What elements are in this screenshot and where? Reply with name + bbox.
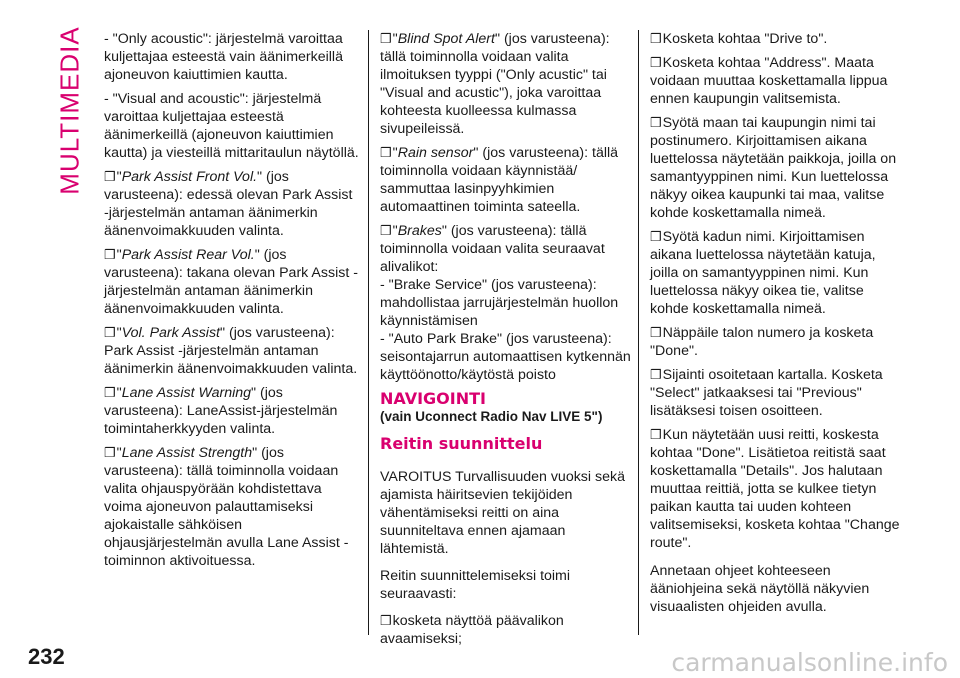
paragraph-auto-park-brake: - "Auto Park Brake" (jos varusteena): seisontajarrun automaattisen kytkennän käyttöönotto/käytöstä poisto	[380, 331, 631, 383]
checkbox-bullet-icon: ❒	[650, 325, 662, 340]
step-enter-street	[650, 228, 902, 318]
column-1	[104, 30, 360, 576]
step-text: Syötä maan tai kaupungin nimi tai postinumero. Kirjoittamisen aikana luettelossa näytetään paikkoja, joilla on samantyyppinen nimi. Kun luettelossa näkyy oikea kaupunki tai maa, valitse kohde koskettamalla nimeä.	[650, 115, 897, 221]
menu-item-park-assist-front: ❒"Park Assist Front Vol." (jos varusteena): edessä olevan Park Assist -järjestelmän antaman äänimerkin äänenvoimakkuuden valinta.	[104, 169, 353, 239]
heading-reitin-suunnittelu: Reitin suunnittelu	[380, 434, 543, 453]
item-name: Park Assist Rear Vol.	[121, 247, 255, 263]
checkbox-bullet-icon: ❒	[104, 445, 116, 460]
column-divider	[638, 30, 639, 635]
step-enter-city	[650, 114, 902, 222]
step-text: kosketa näyttöä päävalikon avaamiseksi;	[380, 613, 564, 647]
menu-item-blind-spot-alert: ❒"Blind Spot Alert" (jos varusteena): tällä toiminnolla voidaan valita ilmoituksen tyyppi ("Only acustic" tai "Visual and acustic"), joka varoittaa kohteesta kuolleessa kulmassa sivupeileissä.	[380, 31, 610, 137]
item-text: " (jos varusteena): takana olevan Park Assist -järjestelmän antaman äänimerkin äänenvoimakkuuden valinta.	[104, 247, 358, 317]
step-text: Kosketa kohtaa "Address". Maata voidaan muuttaa koskettamalla lippua ennen kaupungin valitsemista.	[650, 55, 888, 107]
item-name: Blind Spot Alert	[397, 31, 495, 47]
step-address	[650, 54, 902, 108]
menu-item-vol-park-assist: ❒"Vol. Park Assist" (jos varusteena): Park Assist -järjestelmän antaman äänimerkin äänenvoimakkuuden valinta.	[104, 325, 358, 377]
checkbox-bullet-icon: ❒	[380, 613, 392, 628]
step-text: Kosketa kohtaa "Drive to".	[662, 31, 828, 47]
paragraph-guidance: Annetaan ohjeet kohteeseen ääniohjeina sekä näytöllä näkyvien visuaalisten ohjeiden avulla.	[650, 563, 870, 615]
step-new-route	[650, 426, 902, 552]
item-name: Brakes	[397, 223, 442, 239]
item-name: Vol. Park Assist	[121, 325, 220, 341]
item-text: " (jos varusteena): Park Assist -järjestelmän antaman äänimerkin äänenvoimakkuuden valinta.	[104, 325, 358, 377]
item-text: " (jos varusteena): tällä toiminnolla voidaan valita seuraavat alivalikot:	[380, 223, 605, 275]
step-select-location	[650, 366, 902, 420]
column-divider	[368, 30, 369, 635]
paragraph-visual-acoustic: - "Visual and acoustic": järjestelmä varoittaa kuljettajaa esteestä äänimerkeillä (ajoneuvon kaiuttimien kautta) ja viesteillä mittaritaulun näytöllä.	[104, 91, 359, 161]
menu-item-lane-assist-strength: ❒"Lane Assist Strength" (jos varusteena): tällä toiminnolla voidaan valita ohjauspyörään kohdistettava voima ajoneuvon palauttamiseksi ajokaistalle sähköisen ohjausjärjestelmän avulla Lane Assist -toiminnon aktivoituessa.	[104, 445, 349, 569]
heading-navigointi-subtitle: (vain Uconnect Radio Nav LIVE 5")	[380, 409, 603, 424]
column-2	[380, 30, 632, 654]
page-number: 232	[28, 644, 65, 669]
paragraph-intro: Reitin suunnittelemiseksi toimi seuraavasti:	[380, 568, 571, 602]
item-name: Rain sensor	[397, 145, 474, 161]
checkbox-bullet-icon: ❒	[104, 169, 116, 184]
menu-item-park-assist-rear: ❒"Park Assist Rear Vol." (jos varusteena): takana olevan Park Assist -järjestelmän antaman äänimerkin äänenvoimakkuuden valinta.	[104, 247, 358, 317]
paragraph-brake-service: - "Brake Service" (jos varusteena): mahdollistaa jarrujärjestelmän huollon käynnistämisen	[380, 277, 619, 329]
menu-item-lane-assist-warning: ❒"Lane Assist Warning" (jos varusteena): LaneAssist-järjestelmän toimintaherkkyyden valinta.	[104, 385, 338, 437]
step-text: Sijainti osoitetaan kartalla. Kosketa "Select" jatkaaksesi tai "Previous" lisätäksesi toisen osoitteen.	[650, 367, 883, 419]
step-text: Näppäile talon numero ja kosketa "Done".	[650, 325, 874, 359]
step-drive-to	[650, 30, 902, 48]
checkbox-bullet-icon: ❒	[104, 325, 116, 340]
checkbox-bullet-icon: ❒	[650, 115, 662, 130]
column-3	[650, 30, 902, 622]
checkbox-bullet-icon: ❒	[650, 31, 662, 46]
checkbox-bullet-icon: ❒	[380, 145, 392, 160]
item-text: " (jos varusteena): tällä toiminnolla voidaan valita ilmoituksen tyyppi ("Only acustic" tai "Visual and acustic"), joka varoittaa kohteesta kuolleessa kulmassa sivupeileissä.	[380, 31, 610, 137]
paragraph-only-acoustic: - "Only acoustic": järjestelmä varoittaa kuljettajaa esteestä vain äänimerkeillä ajoneuvon kaiuttimien kautta.	[104, 31, 343, 83]
section-title	[54, 25, 85, 195]
menu-item-brakes: ❒"Brakes" (jos varusteena): tällä toiminnolla voidaan valita seuraavat alivalikot:	[380, 223, 605, 275]
item-name: Lane Assist Warning	[121, 385, 252, 401]
checkbox-bullet-icon: ❒	[380, 31, 392, 46]
checkbox-bullet-icon: ❒	[650, 55, 662, 70]
checkbox-bullet-icon: ❒	[104, 385, 116, 400]
item-text: " (jos varusteena): tällä toiminnolla voidaan valita ohjauspyörään kohdistettava voima ajoneuvon palauttamiseksi ajokaistalle sähköisen ohjausjärjestelmän avulla Lane Assist -toiminnon aktivoituessa.	[104, 445, 349, 569]
step-text: Syötä kadun nimi. Kirjoittamisen aikana luettelossa näytetään katuja, joilla on samantyyppinen nimi. Kun luettelossa näkyy oikea tie, valitse kohde koskettamalla nimeä.	[650, 229, 876, 317]
checkbox-bullet-icon: ❒	[650, 427, 662, 442]
paragraph-warning: VAROITUS Turvallisuuden vuoksi sekä ajamista häiritsevien tekijöiden vähentämiseksi reitti on aina suunniteltava ennen ajamaan lähtemistä.	[380, 469, 625, 557]
item-text: " (jos varusteena): LaneAssist-järjestelmän toimintaherkkyyden valinta.	[104, 385, 338, 437]
item-name: Park Assist Front Vol.	[121, 169, 258, 185]
heading-navigointi: NAVIGOINTI	[380, 389, 486, 408]
checkbox-bullet-icon: ❒	[380, 223, 392, 238]
checkbox-bullet-icon: ❒	[104, 247, 116, 262]
step-open-main-menu	[380, 612, 632, 648]
item-text: " (jos varusteena): tällä toiminnolla voidaan käynnistää/ sammuttaa lasinpyyhkimien automaattinen toiminta sateella.	[380, 145, 619, 215]
checkbox-bullet-icon: ❒	[650, 229, 662, 244]
watermark: carmanualsonline.info	[671, 648, 948, 677]
step-text: Kun näytetään uusi reitti, koskesta kohtaa "Done". Lisätietoa reitistä saat koskettamalla "Details". Jos halutaan muuttaa reittiä, jotta se kulkee tietyn paikan kautta tai uuden kohteen valitsemiseksi, kosketa kohtaa "Change route".	[650, 427, 900, 551]
item-name: Lane Assist Strength	[121, 445, 253, 461]
item-text: " (jos varusteena): edessä olevan Park Assist -järjestelmän antaman äänimerkin äänenvoimakkuuden valinta.	[104, 169, 353, 239]
section-title-text: MULTIMEDIA	[54, 25, 85, 195]
step-house-number	[650, 324, 902, 360]
menu-item-rain-sensor: ❒"Rain sensor" (jos varusteena): tällä toiminnolla voidaan käynnistää/ sammuttaa lasinpyyhkimien automaattinen toiminta sateella.	[380, 145, 619, 215]
checkbox-bullet-icon: ❒	[650, 367, 662, 382]
